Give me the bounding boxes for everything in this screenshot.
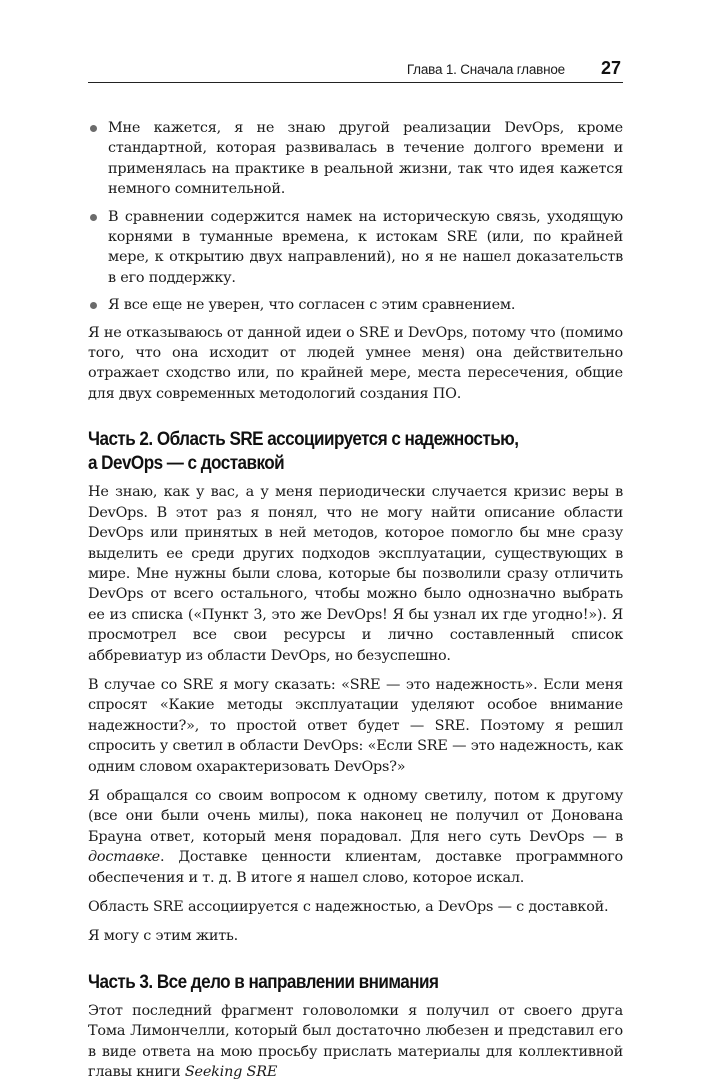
page-number: 27 bbox=[600, 58, 621, 78]
list-item-text: Я все еще не уверен, что согласен с этим сравнением. bbox=[108, 297, 516, 314]
bullet-icon bbox=[90, 302, 97, 309]
paragraph: В случае со SRE я могу сказать: «SRE — это надежность». Если меня спросят «Какие методы эксплуатации уделяют особое внимание надежности?», то простой ответ будет — SRE. Поэтому я решил спросить у светил в области DevOps: «Если SRE — это надежность, как одним словом охарактеризовать DevOps?» bbox=[88, 676, 623, 775]
running-header bbox=[88, 58, 623, 83]
heading-line: Часть 2. Область SRE ассоциируется с надежностью, bbox=[88, 429, 519, 451]
paragraph: Не знаю, как у вас, а у меня периодически случается кризис веры в DevOps. В этот раз я понял, что не могу найти описание области DevOps или принятых в ней методов, которое помогло бы мне сразу выделить ее среди других подходов эксплуатации, существующих в мире. Мне нужны были слова, которые бы позволили сразу отличить DevOps от всего остального, чтобы можно было однозначно выбрать ее из списка («Пункт 3, это же DevOps! Я бы узнал их где угодно!»). Я просмотрел все свои ресурсы и лично составленный список аббревиатур из области DevOps, но безуспешно. bbox=[88, 484, 623, 664]
list-item bbox=[88, 295, 623, 315]
text-run: Этот последний фрагмент головоломки я получил от своего друга Тома Лимончелли, который был достаточно любезен и представил его в виде ответа на мою просьбу прислать материалы для коллективной главы книги bbox=[88, 1002, 623, 1081]
intro-paragraph: Я не отказываюсь от данной идеи о SRE и DevOps, потому что (помимо того, что она исходит от людей умнее меня) она действительно отражает сходство или, по крайней мере, места пересечения, общие для двух современных методологий создания ПО. bbox=[88, 324, 623, 402]
text-run: Я обращался со своим вопросом к одному светилу, потом к другому (все они были очень милы), пока наконец не получил от Донована Брауна ответ, который меня порадовал. Для него суть DevOps — в bbox=[88, 787, 623, 845]
chapter-title: Глава 1. Сначала главное bbox=[406, 62, 565, 77]
bullet-list bbox=[88, 118, 623, 316]
list-item bbox=[88, 207, 623, 289]
bullet-icon bbox=[90, 125, 97, 132]
book-title: Seeking SRE bbox=[184, 1064, 278, 1081]
list-item bbox=[88, 118, 623, 200]
paragraph bbox=[88, 786, 623, 888]
list-item-text: В сравнении содержится намек на историческую связь, уходящую корнями в туманные времена, к истокам SRE (или, по крайней мере, к открытию двух направлений), но я не нашел доказательств в его поддержку. bbox=[108, 208, 623, 286]
text-run: . Доставке ценности клиентам, доставке программного обеспечения и т. д. В итоге я нашел слово, которое искал. bbox=[88, 849, 623, 886]
bullet-icon bbox=[90, 214, 97, 221]
section-heading-part-3: Часть 3. Все дело в направлении внимания bbox=[88, 971, 439, 993]
paragraph bbox=[88, 1001, 623, 1083]
emphasis: доставке bbox=[88, 849, 160, 866]
page-body bbox=[88, 118, 623, 1091]
list-item-text: Мне кажется, я не знаю другой реализации DevOps, кроме стандартной, которая развивалась в течение долгого времени и применялась на практике в реальной жизни, так что идея кажется немного сомнительной. bbox=[108, 120, 623, 198]
heading-line: a DevOps — с доставкой bbox=[88, 453, 285, 475]
paragraph: Я могу с этим жить. bbox=[88, 928, 239, 945]
section-heading-part-2 bbox=[88, 428, 570, 476]
paragraph: Область SRE ассоциируется с надежностью, а DevOps — с доставкой. bbox=[88, 899, 609, 915]
